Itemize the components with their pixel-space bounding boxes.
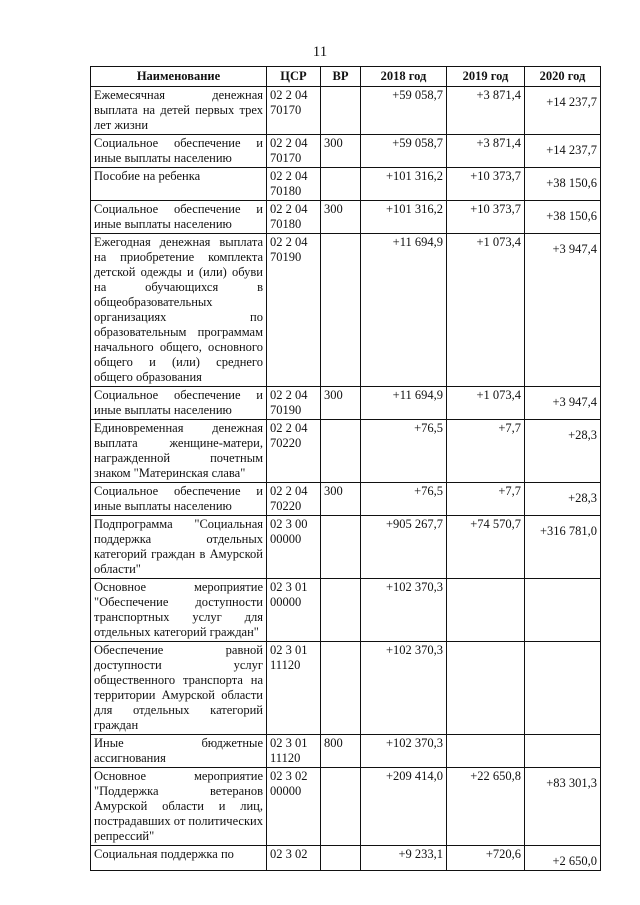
cell-2019 bbox=[447, 579, 525, 642]
cell-2020: +38 150,6 bbox=[525, 201, 601, 234]
cell-name: Социальное обеспечение и иные выплаты населению bbox=[91, 387, 267, 420]
cell-2019: +22 650,8 bbox=[447, 768, 525, 846]
cell-2018: +9 233,1 bbox=[361, 846, 447, 871]
cell-2020: +83 301,3 bbox=[525, 768, 601, 846]
cell-csr: 02 2 04 70180 bbox=[267, 201, 321, 234]
cell-2019: +7,7 bbox=[447, 420, 525, 483]
cell-vr bbox=[321, 579, 361, 642]
cell-2018: +11 694,9 bbox=[361, 234, 447, 387]
table-row bbox=[91, 579, 601, 642]
table-row bbox=[91, 735, 601, 768]
cell-2020: +14 237,7 bbox=[525, 135, 601, 168]
table-row bbox=[91, 420, 601, 483]
cell-csr: 02 2 04 70190 bbox=[267, 234, 321, 387]
cell-name: Ежегодная денежная выплата на приобретение комплекта детской одежды и (или) обуви на обучающихся в общеобразовательных организациях по образовательным программам начального общего, основного общего и (или) среднего общего образования bbox=[91, 234, 267, 387]
cell-name: Обеспечение равной доступности услуг общественного транспорта на территории Амурской области для отдельных категорий граждан bbox=[91, 642, 267, 735]
cell-name: Ежемесячная денежная выплата на детей первых трех лет жизни bbox=[91, 87, 267, 135]
budget-table bbox=[90, 66, 601, 871]
cell-2018: +11 694,9 bbox=[361, 387, 447, 420]
cell-name: Основное мероприятие "Обеспечение доступности транспортных услуг для отдельных категорий граждан" bbox=[91, 579, 267, 642]
cell-vr bbox=[321, 87, 361, 135]
table-row bbox=[91, 483, 601, 516]
header-name: Наименование bbox=[91, 67, 267, 87]
cell-2020 bbox=[525, 579, 601, 642]
cell-2020: +316 781,0 bbox=[525, 516, 601, 579]
cell-csr: 02 3 01 00000 bbox=[267, 579, 321, 642]
cell-2019: +10 373,7 bbox=[447, 201, 525, 234]
cell-name: Пособие на ребенка bbox=[91, 168, 267, 201]
cell-vr bbox=[321, 420, 361, 483]
cell-2018: +905 267,7 bbox=[361, 516, 447, 579]
cell-csr: 02 3 00 00000 bbox=[267, 516, 321, 579]
cell-name: Социальное обеспечение и иные выплаты населению bbox=[91, 201, 267, 234]
table-body bbox=[91, 87, 601, 871]
cell-csr: 02 3 01 11120 bbox=[267, 642, 321, 735]
cell-vr bbox=[321, 768, 361, 846]
cell-2020: +14 237,7 bbox=[525, 87, 601, 135]
cell-2020 bbox=[525, 735, 601, 768]
cell-2019: +10 373,7 bbox=[447, 168, 525, 201]
cell-2019: +720,6 bbox=[447, 846, 525, 871]
cell-csr: 02 3 02 bbox=[267, 846, 321, 871]
cell-csr: 02 2 04 70180 bbox=[267, 168, 321, 201]
table-row bbox=[91, 87, 601, 135]
cell-2020 bbox=[525, 642, 601, 735]
cell-2019: +1 073,4 bbox=[447, 387, 525, 420]
cell-csr: 02 2 04 70220 bbox=[267, 483, 321, 516]
cell-vr bbox=[321, 516, 361, 579]
cell-vr: 300 bbox=[321, 135, 361, 168]
table-row bbox=[91, 846, 601, 871]
header-2018: 2018 год bbox=[361, 67, 447, 87]
cell-name: Социальное обеспечение и иные выплаты населению bbox=[91, 135, 267, 168]
cell-csr: 02 3 02 00000 bbox=[267, 768, 321, 846]
cell-2018: +102 370,3 bbox=[361, 642, 447, 735]
cell-vr bbox=[321, 642, 361, 735]
cell-vr bbox=[321, 168, 361, 201]
cell-name: Единовременная денежная выплата женщине-матери, награжденной почетным знаком "Материнская слава" bbox=[91, 420, 267, 483]
cell-csr: 02 2 04 70190 bbox=[267, 387, 321, 420]
cell-name: Подпрограмма "Социальная поддержка отдельных категорий граждан в Амурской области" bbox=[91, 516, 267, 579]
cell-2020: +3 947,4 bbox=[525, 387, 601, 420]
cell-2020: +38 150,6 bbox=[525, 168, 601, 201]
cell-name: Социальная поддержка по bbox=[91, 846, 267, 871]
cell-2019: +74 570,7 bbox=[447, 516, 525, 579]
cell-2019: +1 073,4 bbox=[447, 234, 525, 387]
cell-vr: 300 bbox=[321, 483, 361, 516]
page-number: 11 bbox=[312, 44, 328, 60]
table-row bbox=[91, 135, 601, 168]
header-row bbox=[91, 67, 601, 87]
table-header bbox=[91, 67, 601, 87]
cell-name: Социальное обеспечение и иные выплаты населению bbox=[91, 483, 267, 516]
table-row bbox=[91, 201, 601, 234]
cell-2019: +3 871,4 bbox=[447, 87, 525, 135]
cell-csr: 02 2 04 70220 bbox=[267, 420, 321, 483]
cell-2020: +28,3 bbox=[525, 483, 601, 516]
cell-2018: +101 316,2 bbox=[361, 168, 447, 201]
cell-vr: 300 bbox=[321, 201, 361, 234]
header-vr: ВР bbox=[321, 67, 361, 87]
header-csr: ЦСР bbox=[267, 67, 321, 87]
table-row bbox=[91, 516, 601, 579]
table-row bbox=[91, 168, 601, 201]
cell-2018: +102 370,3 bbox=[361, 735, 447, 768]
cell-2018: +101 316,2 bbox=[361, 201, 447, 234]
cell-2018: +59 058,7 bbox=[361, 135, 447, 168]
cell-vr: 800 bbox=[321, 735, 361, 768]
cell-2020: +28,3 bbox=[525, 420, 601, 483]
table-row bbox=[91, 387, 601, 420]
cell-csr: 02 3 01 11120 bbox=[267, 735, 321, 768]
cell-2018: +76,5 bbox=[361, 420, 447, 483]
cell-name: Иные бюджетные ассигнования bbox=[91, 735, 267, 768]
cell-2020: +2 650,0 bbox=[525, 846, 601, 871]
table-row bbox=[91, 234, 601, 387]
cell-csr: 02 2 04 70170 bbox=[267, 87, 321, 135]
cell-2018: +209 414,0 bbox=[361, 768, 447, 846]
table-row bbox=[91, 642, 601, 735]
cell-2020: +3 947,4 bbox=[525, 234, 601, 387]
cell-2019 bbox=[447, 735, 525, 768]
cell-csr: 02 2 04 70170 bbox=[267, 135, 321, 168]
cell-2019: +7,7 bbox=[447, 483, 525, 516]
table-row bbox=[91, 768, 601, 846]
cell-2019: +3 871,4 bbox=[447, 135, 525, 168]
cell-vr: 300 bbox=[321, 387, 361, 420]
cell-vr bbox=[321, 234, 361, 387]
cell-2018: +59 058,7 bbox=[361, 87, 447, 135]
cell-name: Основное мероприятие "Поддержка ветеранов Амурской области и лиц, пострадавших от политических репрессий" bbox=[91, 768, 267, 846]
cell-2019 bbox=[447, 642, 525, 735]
cell-2018: +102 370,3 bbox=[361, 579, 447, 642]
cell-2018: +76,5 bbox=[361, 483, 447, 516]
cell-vr bbox=[321, 846, 361, 871]
header-2019: 2019 год bbox=[447, 67, 525, 87]
header-2020: 2020 год bbox=[525, 67, 601, 87]
